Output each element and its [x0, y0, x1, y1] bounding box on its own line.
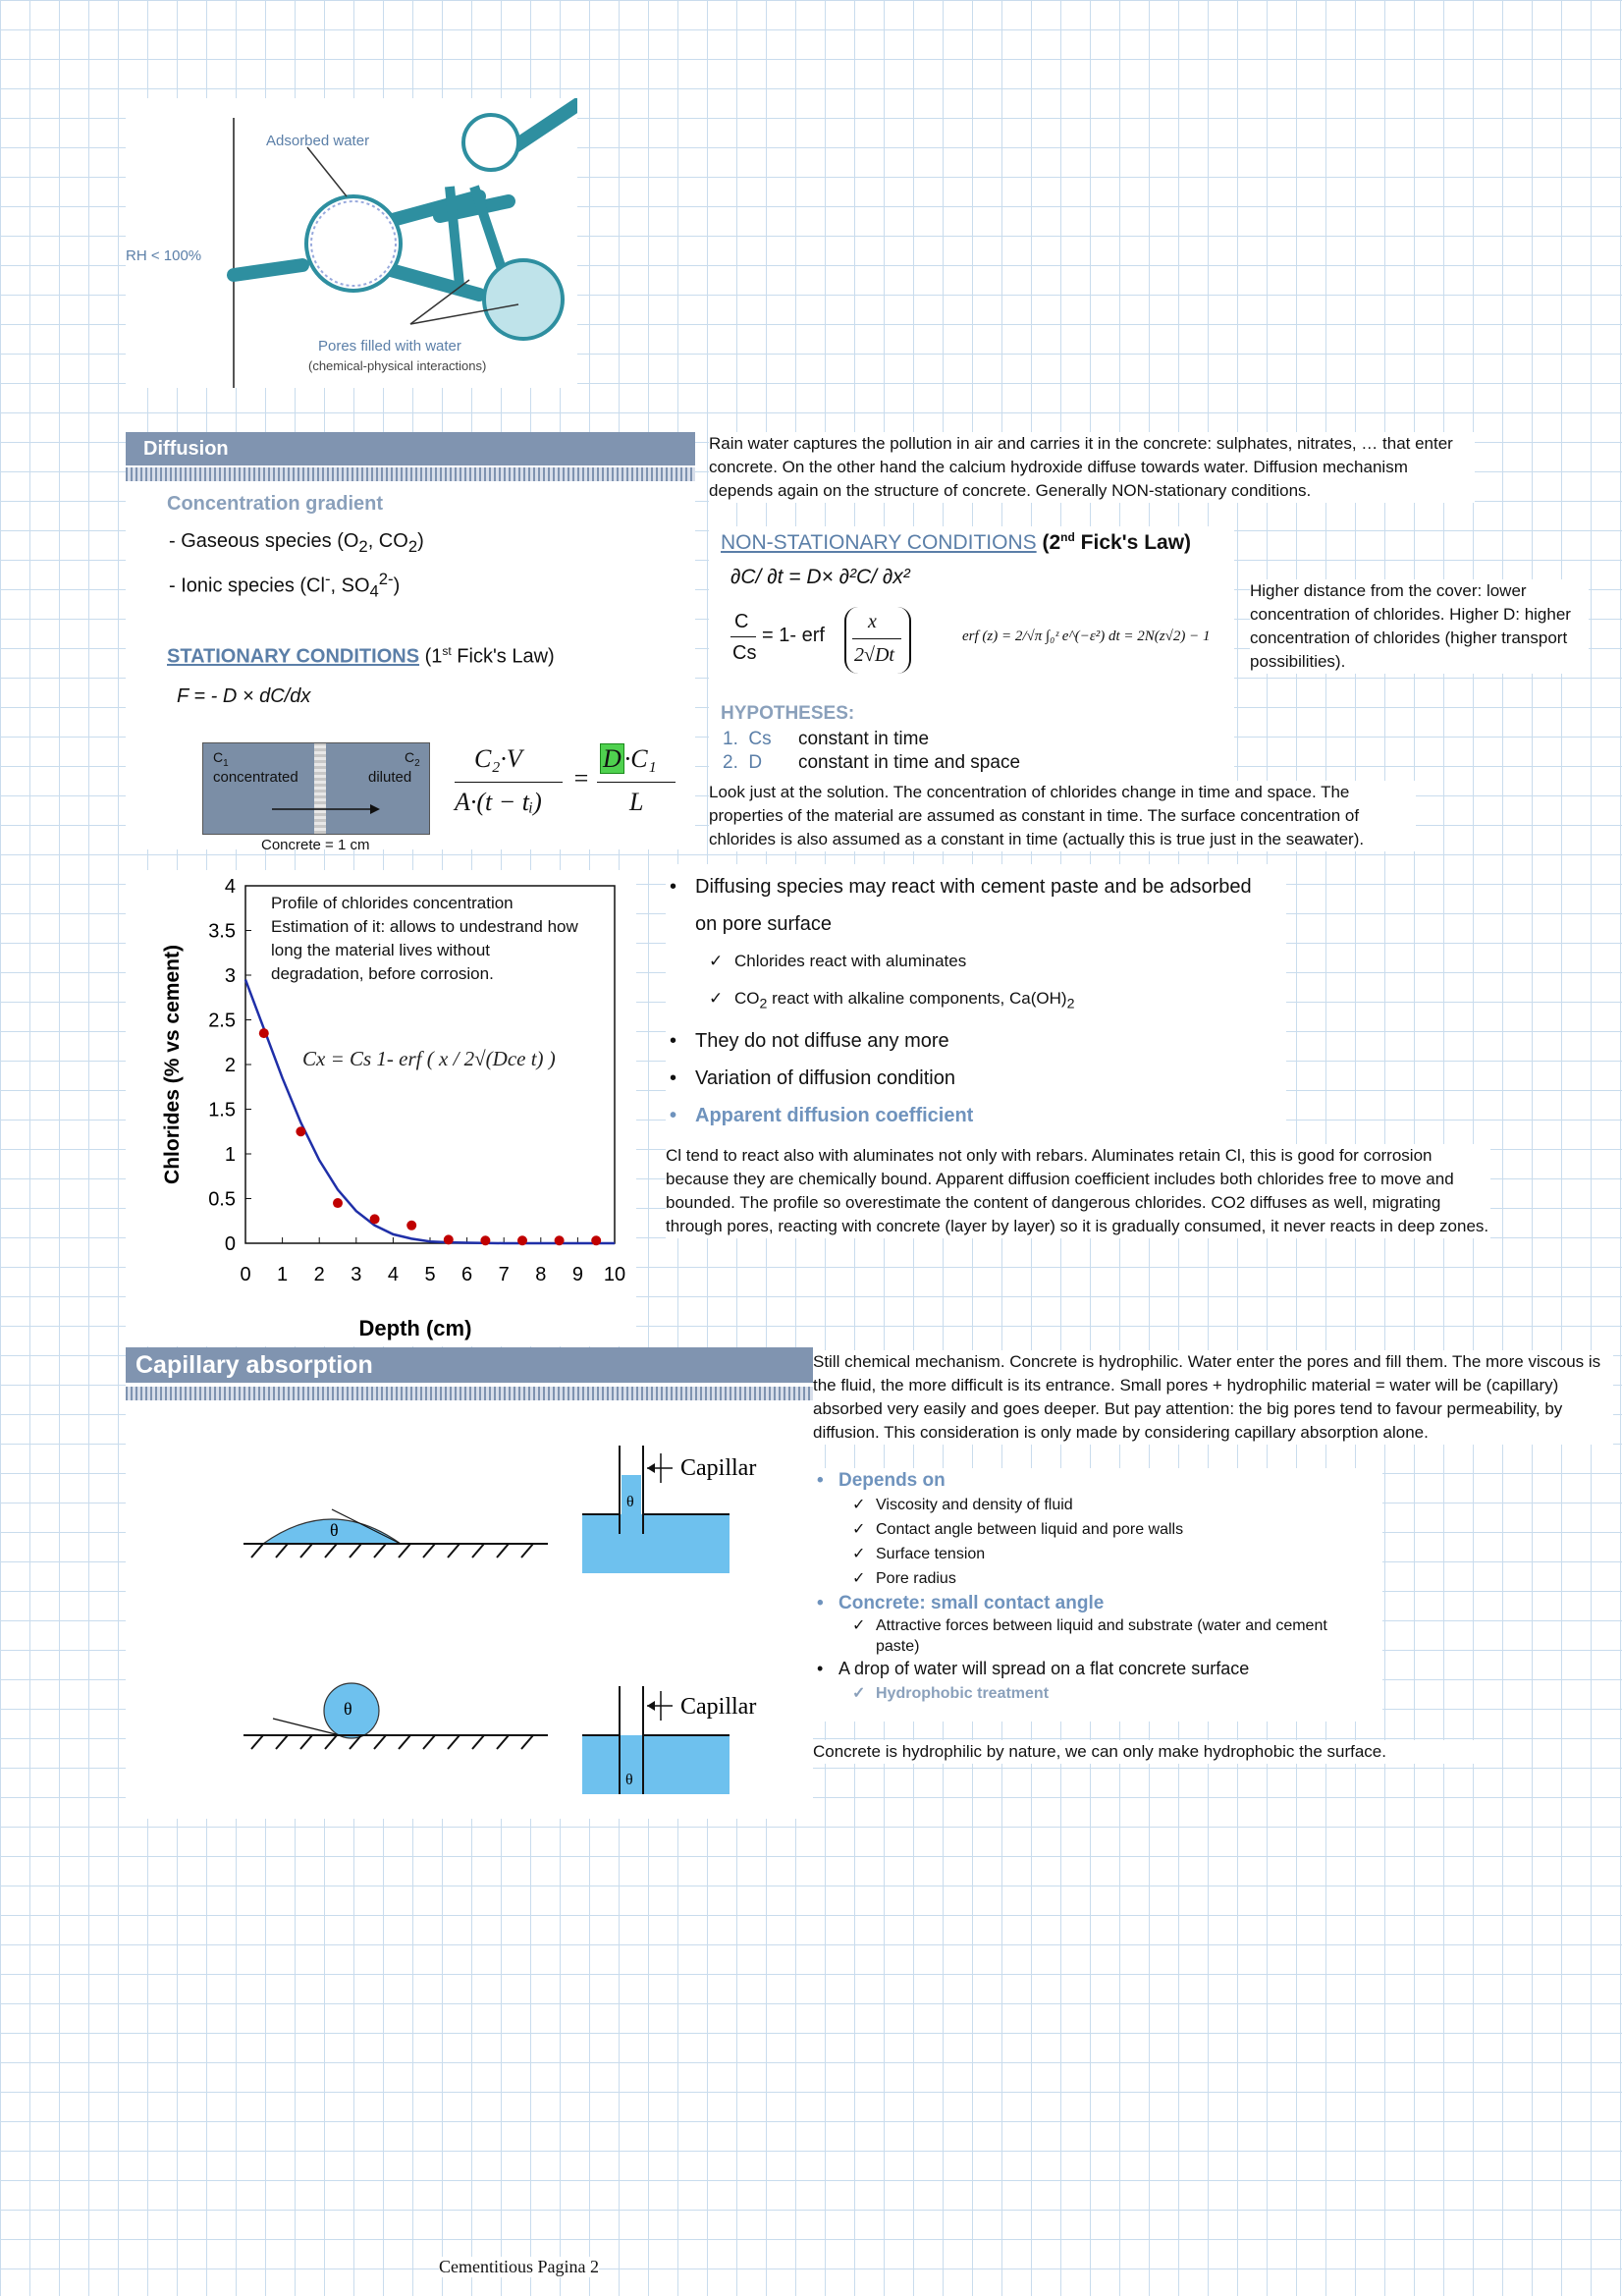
- bullet-chlorides-aluminates: ✓ Chlorides react with aluminates: [709, 952, 967, 970]
- y-tick-label: 0.5: [208, 1188, 236, 1211]
- bullet-small-contact-angle: • Concrete: small contact angle: [817, 1593, 1105, 1613]
- eq-rhs-den: L: [629, 788, 644, 816]
- data-point: [370, 1214, 380, 1224]
- c1-label: $C_1$: [213, 749, 229, 769]
- note-hydrophilic: Concrete is hydrophilic by nature, we can only make hydrophobic the surface.: [813, 1740, 1500, 1764]
- x-tick-label: 5: [424, 1264, 436, 1285]
- hypotheses-title: HYPOTHESES:: [721, 703, 855, 724]
- concentrated-label: concentrated: [213, 769, 298, 786]
- erf-equation: C Cs = 1- erf x 2√Dt: [729, 607, 954, 685]
- x-tick-label: 1: [277, 1264, 289, 1285]
- x-axis-ticks: [240, 1237, 625, 1285]
- nonstationary-title: NON-STATIONARY CONDITIONS (2nd Fick's Law): [721, 530, 1192, 554]
- y-tick-label: 3.5: [208, 920, 236, 943]
- x-tick-label: 9: [571, 1264, 583, 1285]
- data-point: [517, 1235, 527, 1245]
- erf-definition: erf (z) = 2/√π ∫₀ᶻ e^(−ε²) dt = 2N(z√2) − 1: [962, 629, 1211, 644]
- stationary-equation: C₂·V A·(t − tᵢ) = D ·C₁ L: [455, 744, 685, 823]
- note-rain-water: Rain water captures the pollution in air and carries it in the concrete: sulphates, nitrates, … that enter concrete. On the other hand the calcium hydroxide diffuse towards water. Diffusion mechanism depends again on the structure of concrete. Generally NON-stationary conditions.: [709, 432, 1475, 503]
- y-tick-label: 2: [224, 1055, 236, 1076]
- capillary-stripes: [126, 1387, 813, 1400]
- flow-arrow: [272, 802, 380, 816]
- note-higher-distance: Higher distance from the cover: lower concentration of chlorides. Higher D: higher concentration of chlorides (higher transport possibilities).: [1250, 579, 1589, 674]
- x-tick-label: 3: [351, 1264, 362, 1285]
- bullet-co2-alkaline: ✓ $CO_2$ react with alkaline components, $Ca(OH)_2$: [709, 989, 1075, 1012]
- capillary-rise-figure: [582, 1446, 813, 1573]
- ionic-species: - Ionic species (Cl-, $SO_4^{2-}$): [169, 570, 401, 601]
- y-axis-label: Chlorides (% vs cement): [161, 945, 184, 1184]
- capillary-depression-figure: [582, 1686, 813, 1814]
- capillary-slide: [126, 1347, 813, 1819]
- pore-figure: [126, 98, 577, 388]
- bullet-apparent-coefficient: • Apparent diffusion coefficient: [670, 1105, 974, 1127]
- y-tick-label: 4: [224, 876, 236, 898]
- data-point: [259, 1028, 269, 1038]
- concrete-strip: [314, 743, 326, 834]
- eq-denominator: A·(t − tᵢ): [455, 788, 542, 816]
- note-look-solution: Look just at the solution. The concentration of chlorides change in time and space. The properties of the material are assumed as constant in time. The surface concentration of chlorides is also assumed as a constant in time (actually this is true just in the seawater).: [709, 781, 1416, 851]
- data-point: [591, 1235, 601, 1245]
- x-tick-label: 7: [498, 1264, 510, 1285]
- data-point: [406, 1221, 416, 1230]
- bullet-react-adsorb: • Diffusing species may react with cement paste and be adsorbed on pore surface: [670, 876, 1252, 935]
- hypothesis-2: 2. D constant in time and space: [723, 752, 1021, 773]
- adsorbed-water-label: Adsorbed water: [266, 133, 370, 149]
- y-tick-label: 0: [224, 1233, 236, 1255]
- diffusion-header: Diffusion: [126, 432, 695, 465]
- pore-diagram: [126, 98, 577, 388]
- concentration-gradient-title: Concentration gradient: [167, 493, 384, 515]
- bullet-viscosity: ✓ Viscosity and density of fluid: [852, 1497, 1073, 1513]
- y-tick-label: 2.5: [208, 1010, 236, 1032]
- react-slide: [666, 864, 1286, 1144]
- theta-label-spread: θ: [330, 1520, 339, 1540]
- theta-label-rise: θ: [626, 1494, 634, 1510]
- c2-label: $C_2$: [405, 749, 420, 769]
- gaseous-species: - Gaseous species ($O_2$, $CO_2$): [169, 530, 424, 556]
- beading-drop-figure: [234, 1681, 568, 1760]
- eq-rhs: D ·C₁: [600, 744, 657, 774]
- x-tick-label: 8: [535, 1264, 547, 1285]
- header-stripes: [126, 467, 695, 481]
- nonstationary-slide: [709, 526, 1234, 782]
- data-point: [480, 1235, 490, 1245]
- concrete-box: [202, 742, 430, 835]
- data-point: [555, 1235, 565, 1245]
- bullet-contact-angle: ✓ Contact angle between liquid and pore walls: [852, 1521, 1184, 1538]
- diluted-label: diluted: [368, 769, 412, 786]
- y-tick-label: 1.5: [208, 1099, 236, 1121]
- x-tick-label: 4: [387, 1264, 399, 1285]
- stationary-title: STATIONARY CONDITIONS (1st Fick's Law): [167, 644, 555, 668]
- x-axis-label: Depth (cm): [358, 1316, 472, 1340]
- y-tick-label: 3: [224, 965, 236, 987]
- fick-pde: ∂C/ ∂t = D× ∂²C/ ∂x²: [730, 566, 910, 588]
- bullet-surface-tension: ✓ Surface tension: [852, 1546, 986, 1562]
- pores-filled-label: Pores filled with water: [318, 338, 461, 355]
- bullet-hydrophobic: ✓ Hydrophobic treatment: [852, 1685, 1050, 1702]
- note-cl-aluminates: Cl tend to react also with aluminates not only with rebars. Aluminates retain Cl, this is good for corrosion because they are chemically bound. Apparent diffusion coefficient includes both chlorides free to move and bounded. The profile so overestimate the content of dangerous chlorides. CO2 diffuses as well, migrating through pores, reacting with concrete (layer by layer) so it is gradually consumed, it never reacts in deep zones.: [666, 1144, 1490, 1238]
- flux-formula: F = - D × dC/dx: [177, 685, 311, 707]
- pores-filled-sub: (chemical-physical interactions): [308, 358, 487, 373]
- data-point: [333, 1198, 343, 1208]
- x-tick-label: 2: [313, 1264, 325, 1285]
- data-point: [444, 1234, 454, 1244]
- bullet-drop-spread: • A drop of water will spread on a flat concrete surface: [817, 1659, 1250, 1678]
- bullet-attractive-forces: ✓ Attractive forces between liquid and substrate (water and cement paste): [852, 1617, 1327, 1655]
- hypothesis-1: 1. Cs constant in time: [723, 729, 930, 749]
- theta-label-bead: θ: [344, 1699, 352, 1719]
- theta-label-depress: θ: [625, 1772, 633, 1788]
- capillary-header: Capillary absorption: [126, 1347, 813, 1383]
- x-tick-label: 10: [603, 1264, 626, 1285]
- spreading-drop-figure: [234, 1495, 568, 1573]
- capillar-label-bottom: Capillar: [680, 1694, 757, 1720]
- note-still-chemical: Still chemical mechanism. Concrete is hydrophilic. Water enter the pores and fill them. The more viscous is the fluid, the more difficult is its entrance. Small pores + hydrophilic material = water will be (capillary) absorbed very easily and goes deeper. But pay attention: the big pores tend to favour permeability, by diffusion. This consideration is only made by considering capillary absorption alone.: [813, 1350, 1613, 1445]
- chloride-chart-panel: [126, 870, 636, 1346]
- bullet-variation: • Variation of diffusion condition: [670, 1067, 955, 1090]
- bullet-no-diffuse: • They do not diffuse any more: [670, 1030, 949, 1053]
- chart-formula: Cx = Cs 1- erf ( x / 2√(Dce t) ): [302, 1047, 556, 1070]
- data-point: [296, 1126, 305, 1136]
- concrete-caption: Concrete = 1 cm: [261, 837, 370, 853]
- depends-slide: [813, 1468, 1382, 1722]
- capillar-label-top: Capillar: [680, 1455, 757, 1481]
- eq-numerator: C₂·V: [474, 744, 522, 773]
- x-tick-label: 6: [461, 1264, 473, 1285]
- bullet-depends-on: • Depends on: [817, 1470, 946, 1491]
- page-footer: Cementitious Pagina 2: [439, 2257, 599, 2276]
- y-tick-label: 1: [224, 1144, 236, 1166]
- diffusion-slide: [126, 432, 695, 853]
- rh-label: RH < 100%: [126, 247, 202, 264]
- bullet-pore-radius: ✓ Pore radius: [852, 1570, 956, 1587]
- x-tick-label: 0: [240, 1264, 251, 1285]
- chart-note: Profile of chlorides concentration Estimation of it: allows to undestrand how long the material lives without degradation, before corrosion.: [271, 892, 585, 986]
